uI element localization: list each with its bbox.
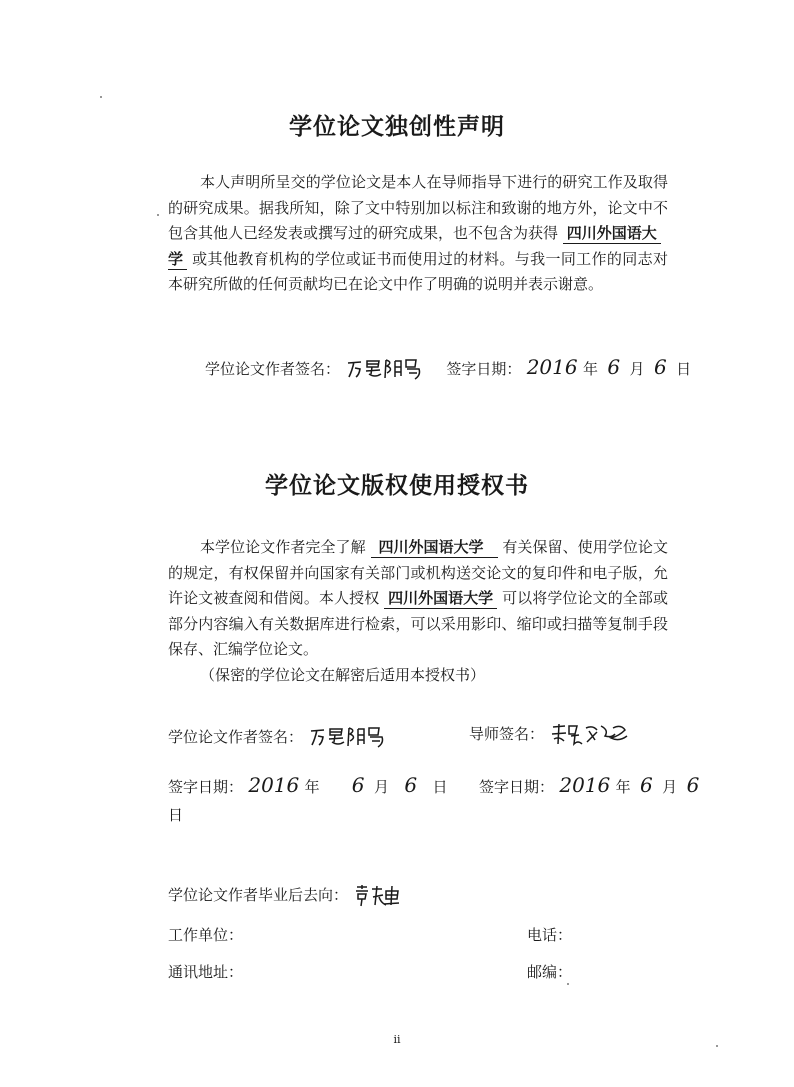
advisor-signature-label: 导师签名： [469,725,545,743]
author-date-label: 签字日期： [168,778,244,796]
advisor-sign-day: 6 [686,773,700,797]
declaration-signature-line [205,355,691,383]
month-unit: 月 [629,360,645,378]
scan-speck [567,983,569,985]
year-unit: 年 [304,778,320,796]
signing-date-label: 签字日期： [446,360,522,378]
month-unit: 月 [662,778,678,796]
advisor-date-line [479,773,704,797]
declaration-text-after: 或其他教育机构的学位或证书而使用过的材料。与我一同工作的同志对本研究所做的任何贡献均已在论文中作了明确的说明并表示谢意。 [168,249,668,293]
year-unit: 年 [582,360,598,378]
phone-label: 电话： [527,926,573,944]
authorization-title: 学位论文版权使用授权书 [265,473,529,499]
advisor-signature-handwritten [549,722,629,748]
author-signature-handwritten [345,357,427,383]
confidential-note: （保密的学位论文在解密后适用本授权书） [200,665,486,684]
scan-speck [100,96,102,98]
signing-day: 6 [653,355,667,379]
declaration-text-before: 本人声明所呈交的学位论文是本人在导师指导下进行的研究工作及取得的研究成果。据我所知，除了文中特别加以标注和致谢的地方外，论文中不包含其他人已经发表或撰写过的研究成果，也不包含为获得 [168,173,668,242]
signing-month: 6 [607,355,621,379]
day-unit: 日 [676,360,692,378]
author-sign-month: 6 [351,773,365,797]
graduate-destination-line [168,883,401,909]
author-signature-label: 学位论文作者签名： [168,728,304,746]
address-label: 通讯地址： [168,963,244,981]
day-unit: 日 [432,778,448,796]
authorization-paragraph [168,535,668,688]
authorization-text-c: 可以将学位论文的全部或部分内容编入有关数据库进行检索，可以采用影印、缩印或扫描等复制手段保存、汇编学位论文。 [168,589,668,658]
advisor-day-unit-wrapped: 日 [168,806,184,824]
authorization-text-a: 本学位论文作者完全了解 [200,538,366,556]
month-unit: 月 [373,778,389,796]
scan-speck [157,214,159,216]
year-unit: 年 [615,778,631,796]
declaration-paragraph [168,170,668,298]
author-sign-year: 2016 [248,773,300,797]
authorization-text-b: 有关保留、使用学位论文的规定，有权保留并向国家有关部门或机构送交论文的复印件和电子版，允许论文被查阅和借阅。本人授权 [168,538,668,607]
graduate-destination-label: 学位论文作者毕业后去向： [168,886,349,904]
work-unit-label: 工作单位： [168,926,244,944]
destination-handwritten [353,883,401,909]
university-name-underlined: 四川外国语大 [563,224,661,244]
author-signature-label: 学位论文作者签名： [205,360,341,378]
scan-speck [716,1045,718,1047]
university-name-underlined: 四川外国语大学 [371,538,498,558]
declaration-title: 学位论文独创性声明 [289,114,505,140]
author-signature-handwritten [308,725,390,751]
advisor-date-label: 签字日期： [479,778,555,796]
advisor-signature-line [469,722,629,748]
authorization-author-signature-line [168,725,390,751]
advisor-sign-year: 2016 [559,773,611,797]
author-sign-day: 6 [404,773,418,797]
university-name-underlined-second: 四川外国语大学 [384,589,497,609]
postcode-label: 邮编： [527,963,573,981]
advisor-sign-month: 6 [640,773,653,797]
author-date-line [168,773,448,797]
signing-year: 2016 [526,355,578,379]
university-name-underlined-continued: 学 [168,250,187,270]
page-number: ii [393,1033,401,1046]
